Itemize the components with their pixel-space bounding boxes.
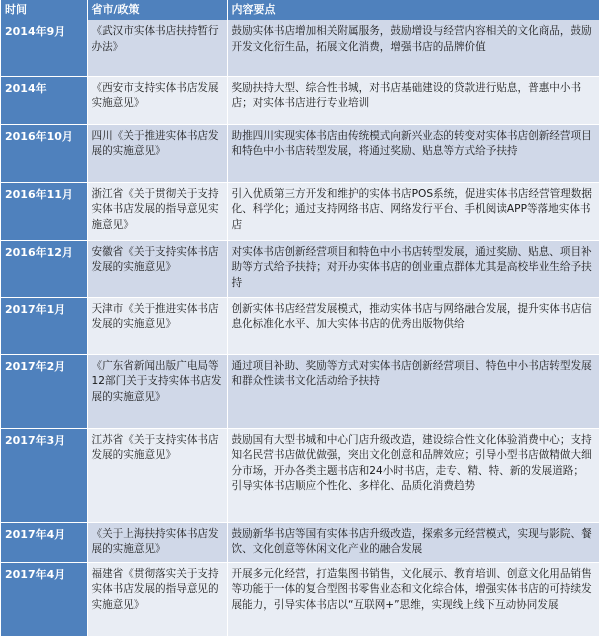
header-content: 内容要点 (227, 0, 599, 20)
header-row (1, 0, 599, 20)
cell-policy: 安徽省《关于支持实体书店发展的实施意见》 (87, 240, 227, 297)
cell-policy: 福建省《贯彻落实关于支持实体书店发展的指导意见的实施意见》 (87, 562, 227, 636)
cell-time: 2014年 (1, 76, 87, 124)
cell-content: 鼓励国有大型书城和中心门店升级改造，建设综合性文化体验消费中心；支持知名民营书店做优做强，突出文化创意和品牌效应；引导小型书店做精做大细分市场，开办各类主题书店和24小时书店，走专、精、特、新的发展道路；引导实体书店顺应个性化、多样化、品质化消费趋势 (227, 428, 599, 522)
cell-policy: 浙江省《关于贯彻关于支持实体书店发展的指导意见实施意见》 (87, 182, 227, 240)
cell-content: 引入优质第三方开发和维护的实体书店POS系统，促进实体书店经营管理数据化、科学化；通过支持网络书店、网络发行平台、手机阅读APP等落地实体书店 (227, 182, 599, 240)
table-row (1, 20, 599, 76)
cell-time: 2016年11月 (1, 182, 87, 240)
cell-content: 开展多元化经营，打造集图书销售，文化展示、教育培训、创意文化用品销售等功能于一体的复合型图书零售业态和文化综合体，增强实体书店的可持续发展能力，引导实体书店以“互联网+”思维，实现线上线下互动协同发展 (227, 562, 599, 636)
cell-time: 2016年10月 (1, 124, 87, 182)
cell-content: 对实体书店创新经营项目和特色中小书店转型发展，通过奖励、贴息、项目补助等方式给予扶持；对开办实体书店的创业重点群体尤其是高校毕业生给予扶持 (227, 240, 599, 297)
table-row (1, 124, 599, 182)
header-policy: 省市/政策 (87, 0, 227, 20)
cell-policy: 天津市《关于推进实体书店发展的实施意见》 (87, 297, 227, 354)
cell-time: 2017年1月 (1, 297, 87, 354)
cell-content: 通过项目补助、奖励等方式对实体书店创新经营项目、特色中小书店转型发展和群众性读书文化活动给予扶持 (227, 354, 599, 428)
table-row (1, 562, 599, 636)
table-row (1, 76, 599, 124)
cell-time: 2014年9月 (1, 20, 87, 76)
table-row (1, 428, 599, 522)
cell-content: 鼓励新华书店等国有实体书店升级改造，探索多元经营模式，实现与影院、餐饮、文化创意等休闲文化产业的融合发展 (227, 522, 599, 562)
cell-policy: 四川《关于推进实体书店发展的实施意见》 (87, 124, 227, 182)
header-time: 时间 (1, 0, 87, 20)
cell-content: 奖励扶持大型、综合性书城，对书店基础建设的贷款进行贴息，普惠中小书店；对实体书店进行专业培训 (227, 76, 599, 124)
cell-time: 2016年12月 (1, 240, 87, 297)
cell-time: 2017年2月 (1, 354, 87, 428)
cell-time: 2017年4月 (1, 562, 87, 636)
table-row (1, 182, 599, 240)
cell-policy: 江苏省《关于支持实体书店发展的实施意见》 (87, 428, 227, 522)
table-row (1, 522, 599, 562)
cell-time: 2017年4月 (1, 522, 87, 562)
cell-time: 2017年3月 (1, 428, 87, 522)
table-row (1, 354, 599, 428)
cell-content: 助推四川实现实体书店由传统模式向新兴业态的转变对实体书店创新经营项目和特色中小书店转型发展，将通过奖励、贴息等方式给予扶持 (227, 124, 599, 182)
table-row (1, 297, 599, 354)
cell-content: 鼓励实体书店增加相关附属服务，鼓励增设与经营内容相关的文化商品，鼓励开发文化衍生品，拓展文化消费，增强书店的品牌价值 (227, 20, 599, 76)
cell-policy: 《武汉市实体书店扶持暂行办法》 (87, 20, 227, 76)
cell-policy: 《广东省新闻出版广电局等12部门关于支持实体书店发展的实施意见》 (87, 354, 227, 428)
cell-policy: 《西安市支持实体书店发展实施意见》 (87, 76, 227, 124)
policy-table (1, 0, 600, 637)
table-row (1, 240, 599, 297)
cell-policy: 《关于上海扶持实体书店发展的实施意见》 (87, 522, 227, 562)
cell-content: 创新实体书店经营发展模式，推动实体书店与网络融合发展，提升实体书店信息化标准化水平、加大实体书店的优秀出版物供给 (227, 297, 599, 354)
